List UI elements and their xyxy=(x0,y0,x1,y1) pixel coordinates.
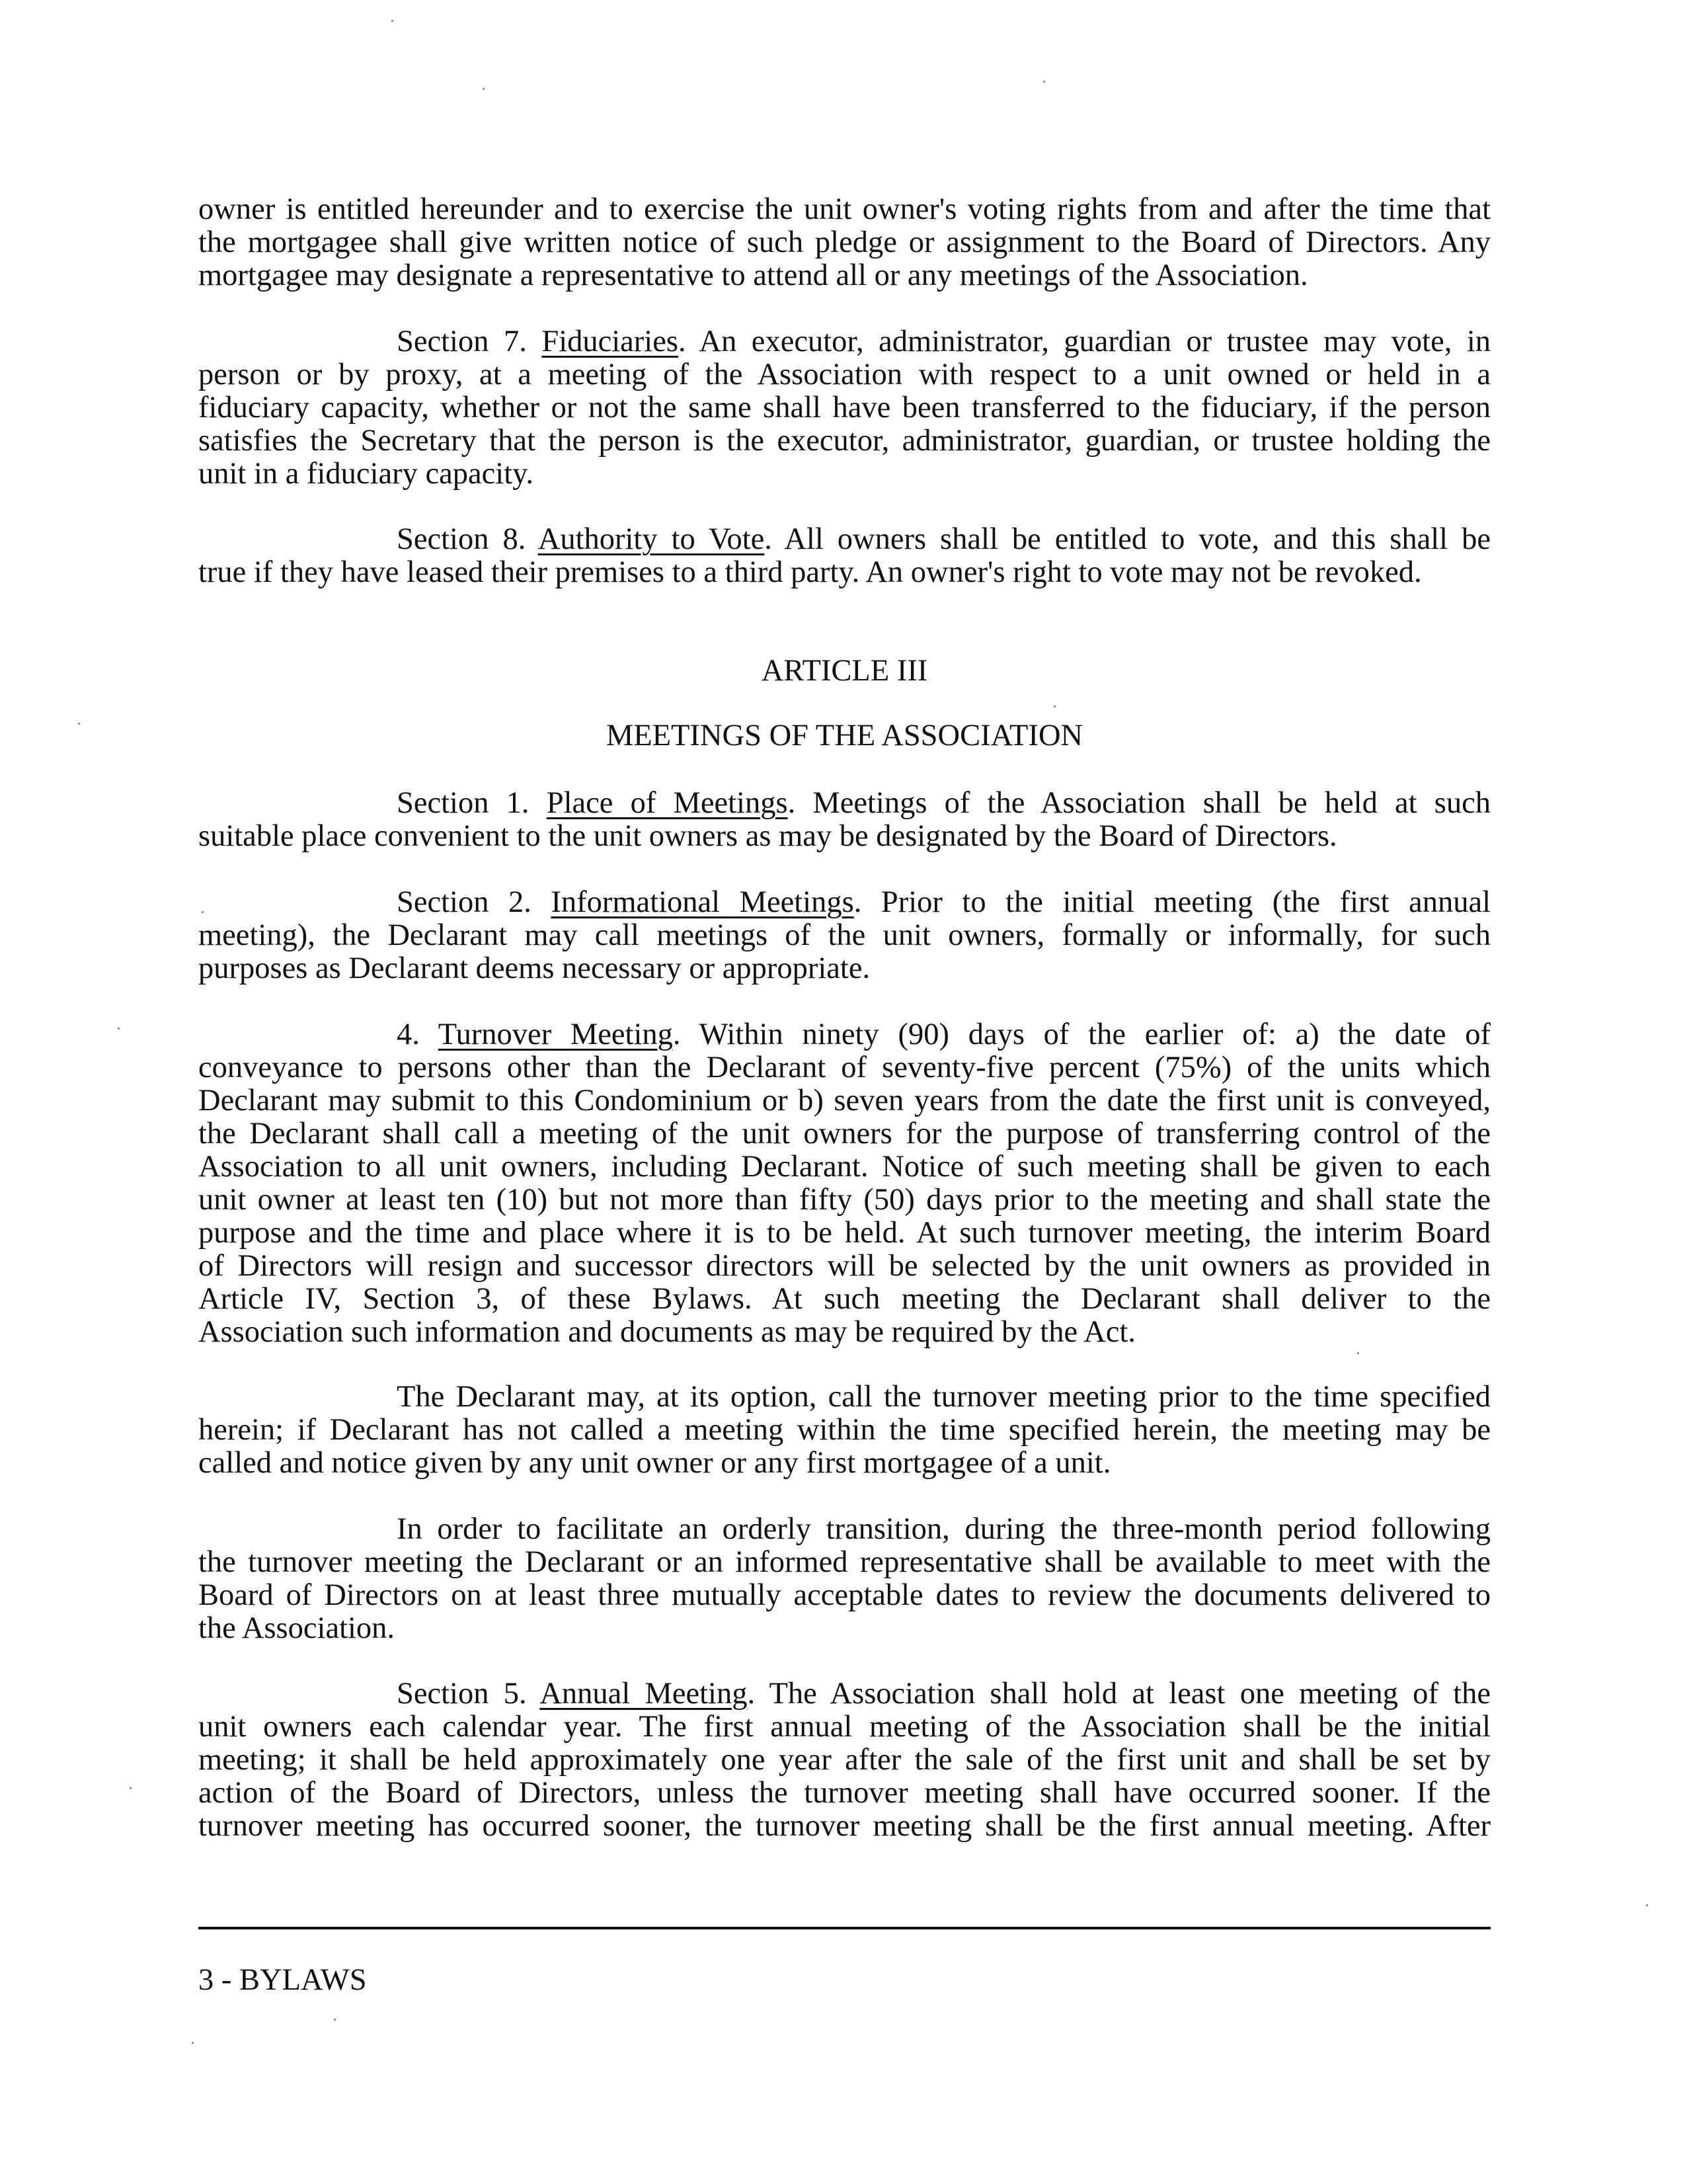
text-line: of Directors will resign and successor directors will be selected by the unit owners as provided in xyxy=(198,1249,1491,1283)
section-7-fiduciaries xyxy=(198,325,1491,491)
section-label: Section 2. xyxy=(397,885,551,919)
section-label: Section 5. xyxy=(397,1677,540,1711)
section-title: Turnover Meeting xyxy=(438,1018,673,1051)
text-line: herein; if Declarant has not called a meeting within the time specified herein, the meeting may be xyxy=(198,1413,1491,1447)
scan-speck xyxy=(1646,1904,1648,1906)
text-line: true if they have leased their premises to a third party. An owner's right to vote may not be revoked. xyxy=(198,555,1422,589)
text-line: Article IV, Section 3, of these Bylaws. At such meeting the Declarant shall deliver to the xyxy=(198,1282,1491,1316)
text-line: The Declarant may, at its option, call the turnover meeting prior to the time specified xyxy=(397,1380,1491,1414)
section-1-place-of-meetings xyxy=(198,787,1491,853)
scan-speck xyxy=(334,2019,336,2021)
text-line: Association such information and documents as may be required by the Act. xyxy=(198,1315,1136,1349)
text-line: meeting; it shall be held approximately one year after the sale of the first unit and shall be set by xyxy=(198,1743,1491,1777)
text-line: purpose and the time and place where it is to be held. At such turnover meeting, the interim Board xyxy=(198,1216,1491,1250)
section-heading-line xyxy=(198,523,1491,556)
article-number: ARTICLE III xyxy=(761,654,928,688)
section-2-informational-meetings xyxy=(198,886,1491,985)
section-title: Informational Meetings xyxy=(551,885,854,919)
section-8-authority-to-vote xyxy=(198,523,1491,589)
scan-speck xyxy=(118,1028,120,1030)
section-label: Section 7. xyxy=(397,325,542,358)
section-heading-line xyxy=(198,1018,1491,1051)
text-line: turnover meeting has occurred sooner, the turnover meeting shall be the first annual meeting. After xyxy=(198,1809,1491,1843)
text-line: suitable place convenient to the unit owners as may be designated by the Board of Directors. xyxy=(198,819,1337,853)
section-heading-line xyxy=(198,325,1491,358)
text-line: the Association. xyxy=(198,1611,395,1645)
scan-speck xyxy=(78,723,80,725)
section-label: Section 1. xyxy=(397,786,547,820)
text-line: Declarant may submit to this Condominium or b) seven years from the date the first unit is conveyed, xyxy=(198,1084,1491,1117)
text-line: the mortgagee shall give written notice of such pledge or assignment to the Board of Directors. Any xyxy=(198,225,1491,259)
text-line: Association to all unit owners, including Declarant. Notice of such meeting shall be given to each xyxy=(198,1150,1491,1184)
section-label: Section 8. xyxy=(397,522,538,556)
text-line: action of the Board of Directors, unless the turnover meeting shall have occurred sooner. If the xyxy=(198,1776,1491,1810)
text-line: conveyance to persons other than the Declarant of seventy-five percent (75%) of the units which xyxy=(198,1051,1491,1084)
text-line: the turnover meeting the Declarant or an informed representative shall be available to meet with the xyxy=(198,1545,1491,1579)
text-line: the Declarant shall call a meeting of the unit owners for the purpose of transferring control of the xyxy=(198,1117,1491,1151)
text-line: unit in a fiduciary capacity. xyxy=(198,457,533,491)
text-run: . Meetings of the Association shall be held at such xyxy=(787,786,1491,820)
section-title: Place of Meetings xyxy=(546,786,788,820)
text-line: meeting), the Declarant may call meetings of the unit owners, formally or informally, for such xyxy=(198,918,1491,952)
text-line: called and notice given by any unit owner or any first mortgagee of a unit. xyxy=(198,1446,1111,1480)
paragraph-declarant-option xyxy=(198,1381,1491,1480)
text-run: . All owners shall be entitled to vote, and this shall be xyxy=(764,522,1491,556)
text-line: purposes as Declarant deems necessary or appropriate. xyxy=(198,951,871,985)
section-title: Fiduciaries xyxy=(541,325,678,358)
section-heading-line xyxy=(198,1678,1491,1711)
text-line: mortgagee may designate a representative to attend all or any meetings of the Association. xyxy=(198,259,1308,292)
section-label: 4. xyxy=(397,1018,438,1051)
text-run: . Within ninety (90) days of the earlier of: a) the date of xyxy=(672,1018,1491,1051)
page-footer: 3 - BYLAWS xyxy=(198,1963,367,1997)
text-line: Board of Directors on at least three mutually acceptable dates to review the documents delivered to xyxy=(198,1578,1491,1612)
section-5-annual-meeting xyxy=(198,1678,1491,1843)
scan-speck xyxy=(130,1787,132,1789)
paragraph-continuation xyxy=(198,193,1491,292)
section-heading-line xyxy=(198,886,1491,919)
text-run: . The Association shall hold at least one meeting of the xyxy=(747,1677,1491,1711)
text-line: unit owner at least ten (10) but not more than fifty (50) days prior to the meeting and shall state the xyxy=(198,1183,1491,1217)
article-title: MEETINGS OF THE ASSOCIATION xyxy=(606,719,1083,752)
scan-speck xyxy=(1043,81,1045,83)
scan-speck xyxy=(192,2042,194,2044)
paragraph-orderly-transition xyxy=(198,1513,1491,1645)
text-line: unit owners each calendar year. The first annual meeting of the Association shall be the initial xyxy=(198,1710,1491,1744)
text-line: fiduciary capacity, whether or not the same shall have been transferred to the fiduciary, if the person xyxy=(198,391,1491,425)
section-heading-line xyxy=(198,787,1491,820)
section-title: Annual Meeting xyxy=(539,1677,748,1711)
scan-speck xyxy=(483,88,485,90)
scan-speck xyxy=(202,911,204,913)
text-line: person or by proxy, at a meeting of the Association with respect to a unit owned or held in a xyxy=(198,358,1491,391)
text-run: . An executor, administrator, guardian or trustee may vote, in xyxy=(678,325,1491,358)
text-line: In order to facilitate an orderly transition, during the three-month period following xyxy=(397,1512,1491,1546)
text-run: . Prior to the initial meeting (the first annual xyxy=(853,885,1491,919)
text-line: owner is entitled hereunder and to exercise the unit owner's voting rights from and after the time that xyxy=(198,192,1491,226)
section-title: Authority to Vote xyxy=(537,522,765,556)
scan-speck xyxy=(1357,1352,1359,1354)
scan-speck xyxy=(1054,706,1056,708)
footer-rule xyxy=(198,1927,1491,1929)
section-4-turnover-meeting xyxy=(198,1018,1491,1349)
text-line: satisfies the Secretary that the person is the executor, administrator, guardian, or trustee holding the xyxy=(198,424,1491,458)
scan-speck xyxy=(391,20,393,22)
